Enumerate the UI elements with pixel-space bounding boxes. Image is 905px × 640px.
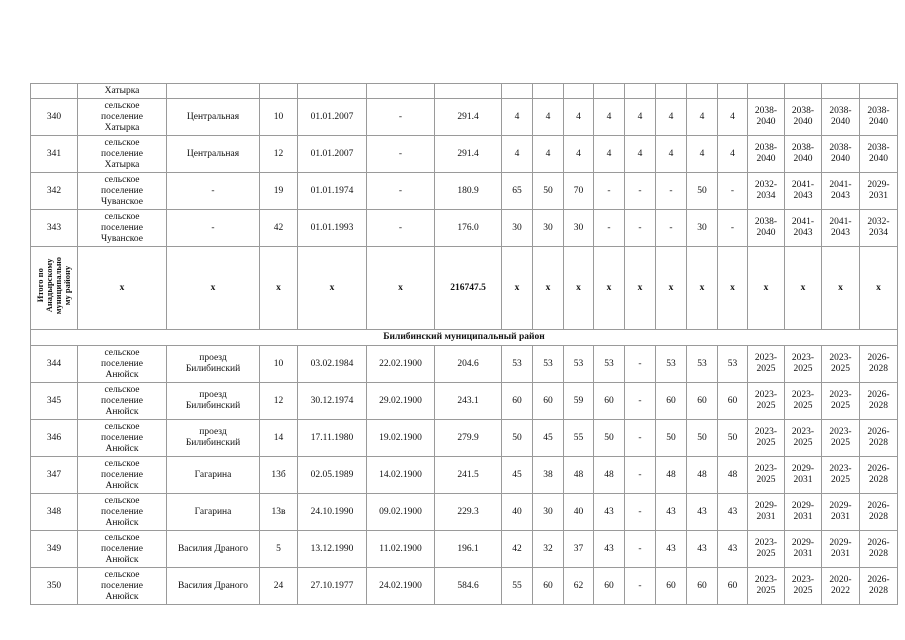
- street-cell: -: [167, 210, 260, 247]
- service-value-cell: 4: [594, 136, 625, 173]
- settlement-cell: сельское поселение Анюйск: [78, 531, 167, 568]
- service-value-cell: -: [625, 173, 656, 210]
- total-area-cell: 216747.5: [435, 247, 502, 330]
- service-value-cell: -: [625, 494, 656, 531]
- commissioning-date-cell: 01.01.1993: [298, 210, 367, 247]
- service-value-cell: 43: [718, 494, 748, 531]
- table-row: [31, 420, 898, 457]
- planned-period-cell: 2023- 2025: [748, 346, 785, 383]
- service-value-cell: 60: [718, 568, 748, 605]
- total-label-cell: [31, 247, 78, 330]
- service-value-cell: 4: [625, 99, 656, 136]
- table-row: [31, 210, 898, 247]
- service-value-cell: 50: [594, 420, 625, 457]
- service-value-cell: 38: [533, 457, 564, 494]
- house-number-cell: 10: [260, 99, 298, 136]
- service-value-cell: 53: [656, 346, 687, 383]
- area-cell: 180.9: [435, 173, 502, 210]
- service-value-cell: 43: [656, 494, 687, 531]
- planned-period-cell: 2041- 2043: [785, 210, 822, 247]
- total-x-cell: x: [594, 247, 625, 330]
- last-repair-date-cell: 19.02.1900: [367, 420, 435, 457]
- total-label: Итого по Анадырскому муниципально му району: [35, 257, 72, 315]
- service-value-cell: 4: [718, 136, 748, 173]
- street-cell: Гагарина: [167, 457, 260, 494]
- settlement-cell: сельское поселение Анюйск: [78, 383, 167, 420]
- service-value-cell: -: [594, 210, 625, 247]
- area-cell: 196.1: [435, 531, 502, 568]
- street-cell: Центральная: [167, 136, 260, 173]
- service-value-cell: 48: [687, 457, 718, 494]
- table-row: [31, 568, 898, 605]
- commissioning-date-cell: 13.12.1990: [298, 531, 367, 568]
- table-row: [31, 136, 898, 173]
- house-number-cell: 13б: [260, 457, 298, 494]
- commissioning-date-cell: 27.10.1977: [298, 568, 367, 605]
- service-value-cell: 4: [625, 136, 656, 173]
- service-value-cell: 4: [656, 136, 687, 173]
- service-value-cell: 70: [564, 173, 594, 210]
- total-x-cell: x: [564, 247, 594, 330]
- street-cell: Гагарина: [167, 494, 260, 531]
- table-row: [31, 346, 898, 383]
- service-value-cell: 40: [564, 494, 594, 531]
- service-value-cell: 4: [533, 136, 564, 173]
- settlement-cell: сельское поселение Чуванское: [78, 173, 167, 210]
- area-cell: 291.4: [435, 99, 502, 136]
- planned-period-cell: 2020- 2022: [822, 568, 860, 605]
- service-value-cell: -: [625, 346, 656, 383]
- planned-period-cell: 2029- 2031: [822, 531, 860, 568]
- empty-cell: [718, 84, 748, 99]
- service-value-cell: 55: [502, 568, 533, 605]
- last-repair-date-cell: 09.02.1900: [367, 494, 435, 531]
- total-x-cell: x: [502, 247, 533, 330]
- area-cell: 291.4: [435, 136, 502, 173]
- service-value-cell: -: [718, 173, 748, 210]
- service-value-cell: 30: [564, 210, 594, 247]
- service-value-cell: 43: [687, 531, 718, 568]
- row-number: 348: [31, 494, 78, 531]
- service-value-cell: 48: [718, 457, 748, 494]
- service-value-cell: 50: [502, 420, 533, 457]
- commissioning-date-cell: 01.01.2007: [298, 136, 367, 173]
- planned-period-cell: 2026- 2028: [860, 531, 898, 568]
- street-cell: проезд Билибинский: [167, 346, 260, 383]
- service-value-cell: -: [625, 420, 656, 457]
- planned-period-cell: 2041- 2043: [822, 210, 860, 247]
- total-x-cell: x: [687, 247, 718, 330]
- row-number: 350: [31, 568, 78, 605]
- table-row-continued: [31, 84, 898, 99]
- empty-cell: [502, 84, 533, 99]
- service-value-cell: 30: [533, 210, 564, 247]
- empty-cell: [533, 84, 564, 99]
- table-row: [31, 494, 898, 531]
- planned-period-cell: 2038- 2040: [822, 99, 860, 136]
- empty-cell: [260, 84, 298, 99]
- planned-period-cell: 2023- 2025: [748, 568, 785, 605]
- service-value-cell: 43: [656, 531, 687, 568]
- empty-cell: [785, 84, 822, 99]
- empty-cell: [367, 84, 435, 99]
- planned-period-cell: 2029- 2031: [785, 494, 822, 531]
- table-row: [31, 531, 898, 568]
- total-x-cell: x: [367, 247, 435, 330]
- planned-period-cell: 2038- 2040: [748, 210, 785, 247]
- row-number: [31, 84, 78, 99]
- planned-period-cell: 2023- 2025: [785, 383, 822, 420]
- empty-cell: [860, 84, 898, 99]
- service-value-cell: 4: [594, 99, 625, 136]
- house-number-cell: 12: [260, 383, 298, 420]
- commissioning-date-cell: 24.10.1990: [298, 494, 367, 531]
- area-cell: 204.6: [435, 346, 502, 383]
- service-value-cell: 4: [564, 136, 594, 173]
- service-value-cell: 60: [594, 568, 625, 605]
- total-x-cell: x: [260, 247, 298, 330]
- street-cell: -: [167, 173, 260, 210]
- table-row: [31, 383, 898, 420]
- planned-period-cell: 2023- 2025: [748, 457, 785, 494]
- empty-cell: [687, 84, 718, 99]
- service-value-cell: 53: [564, 346, 594, 383]
- planned-period-cell: 2038- 2040: [860, 99, 898, 136]
- total-x-cell: x: [298, 247, 367, 330]
- service-value-cell: 40: [502, 494, 533, 531]
- empty-cell: [298, 84, 367, 99]
- planned-period-cell: 2029- 2031: [785, 531, 822, 568]
- service-value-cell: -: [625, 210, 656, 247]
- planned-period-cell: 2038- 2040: [785, 136, 822, 173]
- service-value-cell: 60: [656, 568, 687, 605]
- total-x-cell: x: [656, 247, 687, 330]
- planned-period-cell: 2023- 2025: [822, 420, 860, 457]
- house-number-cell: 13в: [260, 494, 298, 531]
- settlement-cell: сельское поселение Анюйск: [78, 346, 167, 383]
- street-cell: проезд Билибинский: [167, 420, 260, 457]
- settlement-cell: Хатырка: [78, 84, 167, 99]
- street-cell: Василия Драного: [167, 568, 260, 605]
- service-value-cell: 60: [502, 383, 533, 420]
- total-x-cell: x: [822, 247, 860, 330]
- planned-period-cell: 2029- 2031: [748, 494, 785, 531]
- service-value-cell: 60: [533, 383, 564, 420]
- service-value-cell: -: [625, 568, 656, 605]
- planned-period-cell: 2023- 2025: [785, 420, 822, 457]
- total-x-cell: x: [533, 247, 564, 330]
- planned-period-cell: 2023- 2025: [748, 383, 785, 420]
- service-value-cell: 37: [564, 531, 594, 568]
- service-value-cell: -: [625, 383, 656, 420]
- service-value-cell: 48: [564, 457, 594, 494]
- total-x-cell: x: [718, 247, 748, 330]
- table-row: [31, 173, 898, 210]
- house-number-cell: 5: [260, 531, 298, 568]
- commissioning-date-cell: 01.01.2007: [298, 99, 367, 136]
- service-value-cell: 59: [564, 383, 594, 420]
- total-x-cell: x: [625, 247, 656, 330]
- area-cell: 279.9: [435, 420, 502, 457]
- row-number: 349: [31, 531, 78, 568]
- planned-period-cell: 2026- 2028: [860, 346, 898, 383]
- last-repair-date-cell: -: [367, 210, 435, 247]
- empty-cell: [656, 84, 687, 99]
- empty-cell: [822, 84, 860, 99]
- planned-period-cell: 2041- 2043: [785, 173, 822, 210]
- service-value-cell: 60: [656, 383, 687, 420]
- total-x-cell: x: [748, 247, 785, 330]
- empty-cell: [594, 84, 625, 99]
- house-number-cell: 42: [260, 210, 298, 247]
- planned-period-cell: 2041- 2043: [822, 173, 860, 210]
- service-value-cell: 32: [533, 531, 564, 568]
- service-value-cell: 30: [533, 494, 564, 531]
- row-number: 344: [31, 346, 78, 383]
- service-value-cell: 62: [564, 568, 594, 605]
- service-value-cell: 60: [687, 568, 718, 605]
- table-body: [31, 84, 898, 605]
- service-value-cell: 50: [687, 173, 718, 210]
- service-value-cell: 53: [687, 346, 718, 383]
- house-number-cell: 24: [260, 568, 298, 605]
- area-cell: 229.3: [435, 494, 502, 531]
- planned-period-cell: 2032- 2034: [860, 210, 898, 247]
- house-number-cell: 12: [260, 136, 298, 173]
- planned-period-cell: 2023- 2025: [748, 420, 785, 457]
- service-value-cell: 4: [718, 99, 748, 136]
- planned-period-cell: 2038- 2040: [748, 99, 785, 136]
- planned-period-cell: 2038- 2040: [785, 99, 822, 136]
- service-value-cell: -: [656, 210, 687, 247]
- settlement-cell: сельское поселение Хатырка: [78, 136, 167, 173]
- planned-period-cell: 2026- 2028: [860, 457, 898, 494]
- area-cell: 241.5: [435, 457, 502, 494]
- planned-period-cell: 2023- 2025: [822, 457, 860, 494]
- section-title: Билибинский муниципальный район: [31, 330, 898, 346]
- service-value-cell: 4: [502, 99, 533, 136]
- row-number: 345: [31, 383, 78, 420]
- service-value-cell: -: [656, 173, 687, 210]
- commissioning-date-cell: 02.05.1989: [298, 457, 367, 494]
- planned-period-cell: 2023- 2025: [822, 346, 860, 383]
- service-value-cell: 43: [594, 531, 625, 568]
- service-value-cell: 4: [564, 99, 594, 136]
- planned-period-cell: 2023- 2025: [748, 531, 785, 568]
- commissioning-date-cell: 30.12.1974: [298, 383, 367, 420]
- service-value-cell: -: [625, 531, 656, 568]
- planned-period-cell: 2026- 2028: [860, 568, 898, 605]
- commissioning-date-cell: 01.01.1974: [298, 173, 367, 210]
- service-value-cell: -: [594, 173, 625, 210]
- planned-period-cell: 2029- 2031: [822, 494, 860, 531]
- service-value-cell: 48: [594, 457, 625, 494]
- service-value-cell: 50: [718, 420, 748, 457]
- service-value-cell: 55: [564, 420, 594, 457]
- last-repair-date-cell: 11.02.1900: [367, 531, 435, 568]
- last-repair-date-cell: 24.02.1900: [367, 568, 435, 605]
- last-repair-date-cell: 22.02.1900: [367, 346, 435, 383]
- planned-period-cell: 2029- 2031: [860, 173, 898, 210]
- service-value-cell: 45: [502, 457, 533, 494]
- planned-period-cell: 2026- 2028: [860, 420, 898, 457]
- total-x-cell: x: [167, 247, 260, 330]
- house-number-cell: 10: [260, 346, 298, 383]
- table-row: [31, 99, 898, 136]
- service-value-cell: 42: [502, 531, 533, 568]
- service-value-cell: 60: [718, 383, 748, 420]
- last-repair-date-cell: -: [367, 136, 435, 173]
- service-value-cell: 30: [687, 210, 718, 247]
- commissioning-date-cell: 17.11.1980: [298, 420, 367, 457]
- service-value-cell: 48: [656, 457, 687, 494]
- planned-period-cell: 2038- 2040: [748, 136, 785, 173]
- row-number: 346: [31, 420, 78, 457]
- row-number: 340: [31, 99, 78, 136]
- planned-period-cell: 2023- 2025: [785, 346, 822, 383]
- settlement-cell: сельское поселение Хатырка: [78, 99, 167, 136]
- service-value-cell: 4: [687, 136, 718, 173]
- table-row: [31, 457, 898, 494]
- planned-period-cell: 2038- 2040: [822, 136, 860, 173]
- total-x-cell: x: [78, 247, 167, 330]
- planned-period-cell: 2038- 2040: [860, 136, 898, 173]
- area-cell: 584.6: [435, 568, 502, 605]
- service-value-cell: -: [625, 457, 656, 494]
- service-value-cell: 43: [594, 494, 625, 531]
- service-value-cell: -: [718, 210, 748, 247]
- service-value-cell: 4: [502, 136, 533, 173]
- service-value-cell: 45: [533, 420, 564, 457]
- empty-cell: [167, 84, 260, 99]
- empty-cell: [564, 84, 594, 99]
- service-value-cell: 50: [687, 420, 718, 457]
- settlement-cell: сельское поселение Анюйск: [78, 457, 167, 494]
- section-header-row: [31, 330, 898, 346]
- row-number: 342: [31, 173, 78, 210]
- service-value-cell: 53: [502, 346, 533, 383]
- row-number: 347: [31, 457, 78, 494]
- service-value-cell: 60: [533, 568, 564, 605]
- service-value-cell: 60: [687, 383, 718, 420]
- service-value-cell: 53: [533, 346, 564, 383]
- service-value-cell: 43: [687, 494, 718, 531]
- planned-period-cell: 2026- 2028: [860, 383, 898, 420]
- planned-period-cell: 2029- 2031: [785, 457, 822, 494]
- settlement-cell: сельское поселение Анюйск: [78, 494, 167, 531]
- area-cell: 176.0: [435, 210, 502, 247]
- service-value-cell: 60: [594, 383, 625, 420]
- housing-register-table: [30, 83, 898, 605]
- house-number-cell: 14: [260, 420, 298, 457]
- planned-period-cell: 2023- 2025: [822, 383, 860, 420]
- service-value-cell: 4: [656, 99, 687, 136]
- service-value-cell: 30: [502, 210, 533, 247]
- settlement-cell: сельское поселение Чуванское: [78, 210, 167, 247]
- total-row: [31, 247, 898, 330]
- service-value-cell: 43: [718, 531, 748, 568]
- last-repair-date-cell: -: [367, 99, 435, 136]
- street-cell: проезд Билибинский: [167, 383, 260, 420]
- row-number: 343: [31, 210, 78, 247]
- service-value-cell: 50: [656, 420, 687, 457]
- planned-period-cell: 2032- 2034: [748, 173, 785, 210]
- service-value-cell: 4: [687, 99, 718, 136]
- empty-cell: [625, 84, 656, 99]
- house-number-cell: 19: [260, 173, 298, 210]
- settlement-cell: сельское поселение Анюйск: [78, 420, 167, 457]
- last-repair-date-cell: 29.02.1900: [367, 383, 435, 420]
- total-x-cell: x: [785, 247, 822, 330]
- service-value-cell: 65: [502, 173, 533, 210]
- area-cell: 243.1: [435, 383, 502, 420]
- last-repair-date-cell: -: [367, 173, 435, 210]
- service-value-cell: 50: [533, 173, 564, 210]
- service-value-cell: 53: [718, 346, 748, 383]
- planned-period-cell: 2026- 2028: [860, 494, 898, 531]
- empty-cell: [435, 84, 502, 99]
- commissioning-date-cell: 03.02.1984: [298, 346, 367, 383]
- street-cell: Центральная: [167, 99, 260, 136]
- street-cell: Василия Драного: [167, 531, 260, 568]
- settlement-cell: сельское поселение Анюйск: [78, 568, 167, 605]
- last-repair-date-cell: 14.02.1900: [367, 457, 435, 494]
- total-x-cell: x: [860, 247, 898, 330]
- row-number: 341: [31, 136, 78, 173]
- empty-cell: [748, 84, 785, 99]
- service-value-cell: 4: [533, 99, 564, 136]
- planned-period-cell: 2023- 2025: [785, 568, 822, 605]
- service-value-cell: 53: [594, 346, 625, 383]
